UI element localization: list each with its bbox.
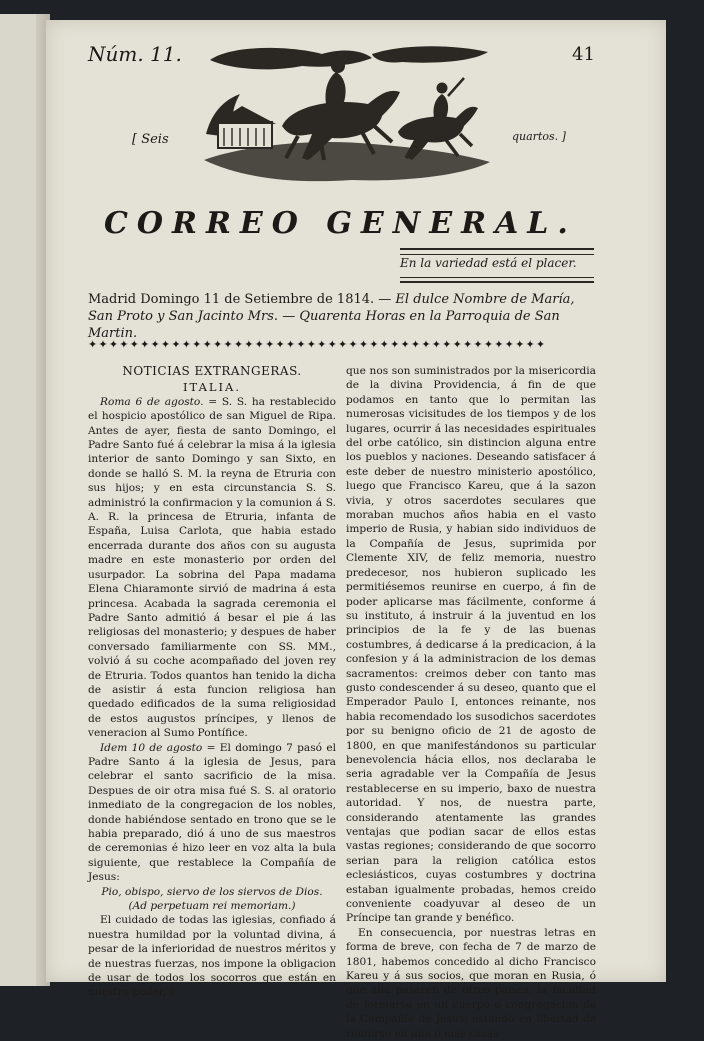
dateline-idem: Idem 10 de agosto: [100, 741, 203, 754]
saints-of-day: — El dulce Nombre de María, San Proto y San Jacinto Mrs. — Quarenta Horas en la Parroquia de San Martin.: [88, 292, 575, 341]
page-number: 41: [572, 44, 595, 65]
paragraph: que nos son suministrados por la misericordia de la divina Providencia, á fin de que podamos en tanto que lo permitan las numerosas vicisitudes de los tiempos y de los lugares, ocurrir á las necesidades espirituales del orbe católico, sin distincion alguna entre los pueblos y naciones. Deseando satisfacer á este deber de nuestro ministerio apostólico, luego que Francisco Kareu, que á la sazon vivia, y otros sacerdotes seculares que moraban muchos años habia en el vasto imperio de Rusia, y habian sido individuos de la Compañía de Jesus, suprimida por Clemente XIV, de feliz memoria, nuestro predecesor, nos hubieron suplicado les permitiésemos reunirse en cuerpo, á fin de poder aplicarse mas fácilmente, conforme á su instituto, á instruir á la juventud en los principios de la fe y de las buenas costumbres, á dedicarse á la predicacion, á la confesion y á la administracion de los demas sacramentos: creimos deber con tanto mas gusto condescender á su deseo, quanto que el Emperador Paulo I, entonces reinante, nos habia recomendado los susodichos sacerdotes por su benigno oficio de 21 de agosto de 1800, en que manifestándonos su particular benevolencia hácia ellos, nos declaraba le seria agradable ver la Compañía de Jesus restablecerse en su imperio, baxo de nuestra autoridad. Y nos, de nuestra parte, considerando atentamente las grandes ventajas que podian sacar de ellos estas vastas regiones; considerando de que socorro serian para la religion católica estos eclesiásticos, cuyas costumbres y doctrina estaban igualmente probadas, hemos creido conveniente coadyuvar al deseo de un Príncipe tan grande y benéfico.: [346, 365, 596, 925]
ornament-divider: ✦✦✦✦✦✦✦✦✦✦✦✦✦✦✦✦✦✦✦✦✦✦✦✦✦✦✦✦✦✦✦✦✦✦✦✦✦✦✦✦✦✦✦✦: [88, 338, 547, 351]
price-right: quartos. ]: [512, 130, 566, 143]
dateline-rome: Roma 6 de agosto.: [100, 395, 204, 408]
column-right: [346, 364, 596, 1041]
cloud-right: [372, 46, 488, 62]
bull-heading: Pio, obispo, siervo de los siervos de Dios.: [101, 885, 323, 898]
horsemen-vignette: [202, 42, 492, 190]
place-date: Madrid Domingo 11 de Setiembre de 1814.: [88, 292, 375, 307]
dateline: [88, 291, 596, 342]
column-left: [88, 364, 336, 1000]
title-rule-top: [400, 248, 594, 255]
title-rule-bottom: [400, 277, 594, 283]
paragraph: El cuidado de todas las iglesias, confiado á nuestra humildad por la voluntad divina, á pesar de la inferioridad de nuestros méritos y de nuestras fuerzas, nos impone la obligacion de usar de todos los socorros que están en nuestro poder, y: [88, 914, 336, 999]
paragraph: En consecuencia, por nuestras letras en forma de breve, con fecha de 7 de marzo de 1801, habemos concedido al dicho Francisco Kareu y á sus socios, que moran en Rusia, ó que allá pasaren de otros paises, la facultad de formarse en un cuerpo ó congregacion de la Compañía de Jesus: estando en libertad de reunirse en una ó mas casas: [346, 926, 596, 1040]
section-heading: NOTICIAS EXTRANGERAS.: [122, 364, 302, 378]
country-heading: ITALIA.: [182, 380, 242, 395]
second-rider-icon: [398, 78, 478, 160]
paragraph: [88, 395, 336, 741]
paragraph: [88, 741, 336, 885]
price-left: [ Seis: [132, 132, 169, 147]
motto: En la variedad está el placer.: [400, 256, 577, 270]
bull-subheading: (Ad perpetuam rei memoriam.): [128, 900, 296, 913]
cloud-left: [210, 48, 372, 69]
issue-number: Núm. 11.: [88, 42, 182, 66]
newspaper-title: CORREO GENERAL.: [104, 206, 577, 241]
paragraph-text: = El domingo 7 pasó el Padre Santo á la iglesia de Jesus, para celebrar el santo sacrificio de la misa. Despues de oir otra misa fué S. S. al oratorio inmediato de la congregacion de los nobles, donde habiéndose sentado en trono que se le habia preparado, dió á uno de sus maestros de ceremonias é hizo leer en voz alta la bula siguiente, que restablece la Compañía de Jesus:: [88, 741, 336, 884]
paragraph-text: = S. S. ha restablecido el hospicio apostólico de san Miguel de Ripa. Antes de ayer, fiesta de santo Domingo, el Padre Santo fué á celebrar la misa á la iglesia interior de santo Domingo y san Sixto, en donde se halló S. M. la reyna de Etruria con sus hijos; y en esta circunstancia S. S. administró la confirmacion y la comunion á S. A. R. la princesa de Etruria, infanta de España, Luisa Carlota, que habia estado encerrada durante dos años con su augusta madre en este monasterio por orden del usurpador. La sobrina del Papa madama Elena Chiaramonte sirvió de madrina á esta princesa. Acabada la sagrada ceremonia el Padre Santo admitió á besar el pie á las religiosas del monasterio; y despues de haber conversado familiarmente con SS. MM., volvió á su coche acompañado del joven rey de Etruria. Todos quantos han tenido la dicha de asistir á esta funcion religiosa han quedado edificados de la suma religiosidad de estos augustos príncipes, y llenos de veneracion al Sumo Pontífice.: [88, 395, 336, 740]
